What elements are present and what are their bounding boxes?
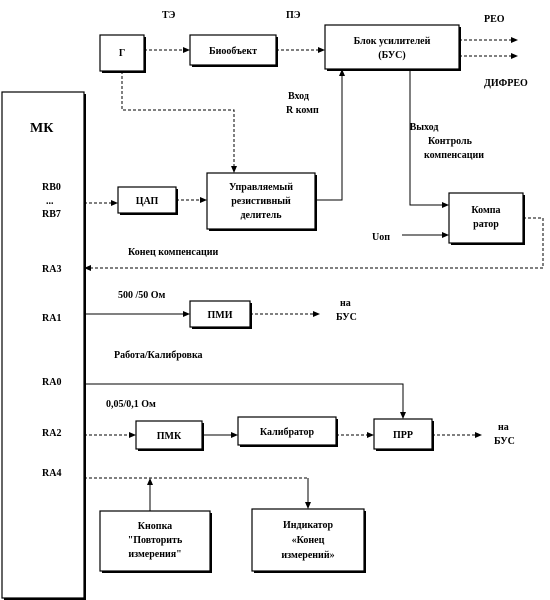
arrow-pmi-bus (313, 311, 320, 317)
divider-label-3: делитель (240, 210, 282, 221)
port-ra1: RA1 (42, 313, 62, 324)
mk-title: МК (30, 121, 54, 136)
indicator-label-3: измерений» (281, 550, 335, 561)
divider-label-2: резистивный (231, 196, 291, 207)
arrow-ra2-pmk (129, 432, 136, 438)
pmk-block (136, 421, 204, 451)
arrow-difreo (511, 53, 518, 59)
label-input-komp-1: Вход (288, 91, 309, 102)
mk-block (2, 92, 86, 600)
arrow-calib-prr (367, 432, 374, 438)
wire-divider-bus (315, 75, 342, 200)
button-label-2: "Повторить (127, 535, 183, 546)
prr-label: ПРР (393, 430, 413, 441)
arrow-ra0-prr (400, 412, 406, 419)
label-pe: ПЭ (286, 10, 301, 21)
divider-label-1: Управляемый (229, 182, 293, 193)
label-difreo: ДИФРЕО (484, 78, 528, 89)
prr-block (374, 419, 434, 451)
dac-block (118, 187, 178, 215)
pmk-label: ПМК (156, 431, 182, 442)
arrow-bio-bus (318, 47, 325, 53)
arrow-bus-comp (442, 202, 449, 208)
arrow-gen-divider (231, 166, 237, 173)
divider-block (207, 173, 317, 231)
arrow-rb-dac (111, 200, 118, 206)
label-uop: Uоп (372, 232, 390, 243)
label-output-3: компенсации (423, 150, 485, 161)
label-te: ТЭ (162, 10, 176, 21)
port-ra3: RA3 (42, 264, 62, 275)
port-ra2: RA2 (42, 428, 62, 439)
button-label-1: Кнопка (137, 521, 173, 532)
port-dots: ... (46, 196, 54, 207)
wire-gen-divider (122, 71, 234, 167)
arrow-button-ra4 (147, 478, 153, 485)
bus-label-2: (БУС) (378, 50, 406, 61)
calibrator-label: Калибратор (259, 427, 315, 438)
arrow-ra4-indicator (305, 502, 311, 509)
arrow-reo (511, 37, 518, 43)
pmi-label: ПМИ (207, 310, 233, 321)
arrow-pmk-calib (231, 432, 238, 438)
button-label-3: измерения" (128, 549, 182, 560)
label-end-comp: Конец компенсации (128, 247, 219, 258)
bioobject-label: Биообъект (208, 46, 258, 57)
port-rb7: RB7 (42, 209, 61, 220)
comparator-label-1: Компа (471, 205, 501, 216)
calibrator-block (238, 417, 338, 447)
comparator-block (449, 193, 525, 245)
repeat-button-block (100, 511, 212, 573)
indicator-label-2: «Конец (291, 535, 325, 546)
label-to-bus-2b: БУС (494, 436, 515, 447)
port-rb0: RB0 (42, 182, 61, 193)
bus-block (325, 25, 461, 71)
port-ra0: RA0 (42, 377, 62, 388)
label-pmk-range: 0,05/0,1 Ом (106, 399, 156, 410)
label-reo: РЕО (484, 14, 505, 25)
label-work-calib: Работа/Калибровка (114, 350, 203, 361)
label-to-bus-1a: на (340, 298, 351, 309)
indicator-block (252, 509, 366, 573)
port-ra4: RA4 (42, 468, 62, 479)
dac-label: ЦАП (135, 196, 159, 207)
bioobject-block (190, 35, 278, 67)
arrow-gen-bio (183, 47, 190, 53)
generator-label: Г (118, 48, 126, 59)
bus-label-1: Блок усилителей (353, 36, 431, 47)
generator-block (100, 35, 146, 73)
label-input-komp-2: R комп (286, 105, 319, 116)
arrow-dac-divider (200, 197, 207, 203)
indicator-label-1: Индикатор (282, 520, 334, 531)
label-to-bus-2a: на (498, 422, 509, 433)
label-output-2: Контроль (428, 136, 472, 147)
pmi-block (190, 301, 252, 329)
label-to-bus-1b: БУС (336, 312, 357, 323)
arrow-uop (442, 232, 449, 238)
label-pmi-range: 500 /50 Ом (118, 290, 166, 301)
arrow-ra1-pmi (183, 311, 190, 317)
arrow-prr-bus (475, 432, 482, 438)
label-output-1: Выход (409, 122, 439, 133)
comparator-label-2: ратор (473, 219, 499, 230)
